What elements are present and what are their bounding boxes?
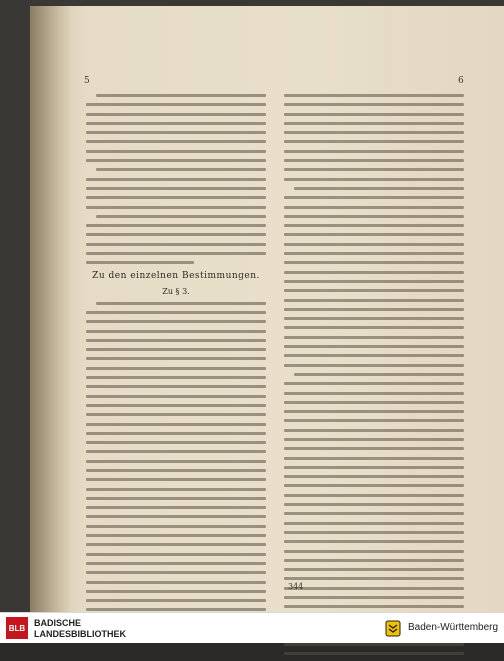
- provider-band: [0, 612, 504, 643]
- library-name-line1: BADISCHE: [34, 618, 82, 628]
- page-footer-number: 344: [288, 582, 304, 591]
- section-heading: Zu den einzelnen Bestimmungen.: [92, 270, 260, 281]
- section-subheading: Zu § 3.: [162, 286, 190, 296]
- left-page-number: 5: [84, 76, 90, 86]
- state-brand[interactable]: Baden-Württemberg: [408, 622, 499, 633]
- left-text-column: [86, 94, 266, 636]
- right-text-column: [284, 94, 464, 661]
- right-page-number: 6: [458, 76, 464, 86]
- book-spine: [30, 6, 70, 612]
- library-name-line2: LANDESBIBLIOTHEK: [34, 629, 126, 639]
- coat-of-arms-icon: [384, 619, 402, 637]
- blb-logo[interactable]: BLB: [6, 617, 28, 639]
- library-name: [34, 618, 126, 640]
